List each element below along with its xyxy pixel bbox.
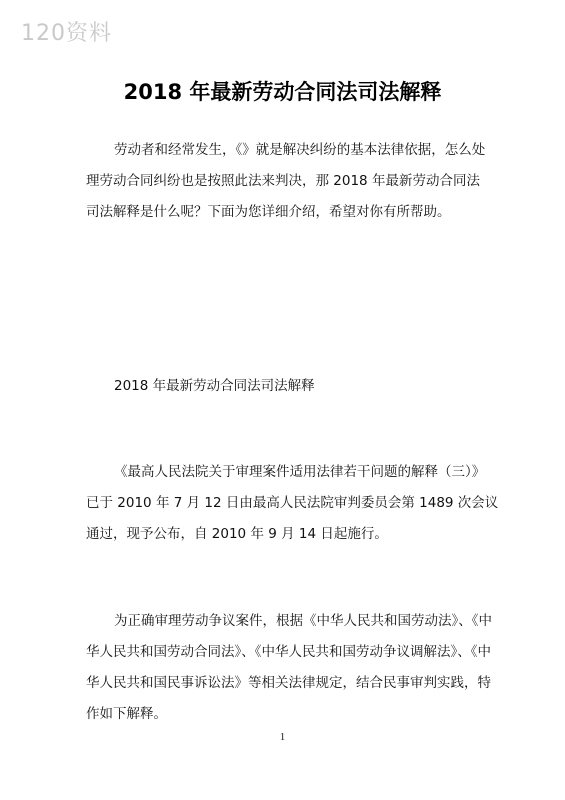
paragraph-line: 华人民共和国民事诉讼法》等相关法律规定，结合民事审判实践，特 xyxy=(86,675,491,691)
paragraph-line: 劳动者和经常发生，《》就是解决纠纷的基本法律依据，怎么处 xyxy=(114,142,486,158)
watermark-logo: 120资料 xyxy=(21,21,112,46)
paragraph-line: 《最高人民法院关于审理案件适用法律若干问题的解释（三）》 xyxy=(114,464,486,480)
paragraph-line: 2018 年最新劳动合同法司法解释 xyxy=(114,378,315,394)
paragraph-line: 华人民共和国劳动合同法》、《中华人民共和国劳动争议调解法》、《中 xyxy=(86,644,491,660)
page-number: 1 xyxy=(279,731,286,743)
paragraph-line: 理劳动合同纠纷也是按照此法来判决，那 2018 年最新劳动合同法 xyxy=(86,173,480,189)
paragraph-line: 通过，现予公布，自 2010 年 9 月 14 日起施行。 xyxy=(86,526,388,542)
paragraph-announcement xyxy=(86,457,499,550)
paragraph-basis xyxy=(86,606,492,730)
paragraph-line: 作如下解释。 xyxy=(86,706,167,722)
document-title: 2018 年最新劳动合同法司法解释 xyxy=(123,80,442,104)
paragraph-line: 为正确审理劳动争议案件，根据《中华人民共和国劳动法》、《中 xyxy=(114,613,492,629)
paragraph-intro xyxy=(86,135,486,228)
paragraph-line: 司法解释是什么呢？下面为您详细介绍，希望对你有所帮助。 xyxy=(86,204,451,220)
paragraph-line: 已于 2010 年 7 月 12 日由最高人民法院审判委员会第 1489 次会议 xyxy=(86,495,499,511)
section-heading xyxy=(86,371,486,402)
